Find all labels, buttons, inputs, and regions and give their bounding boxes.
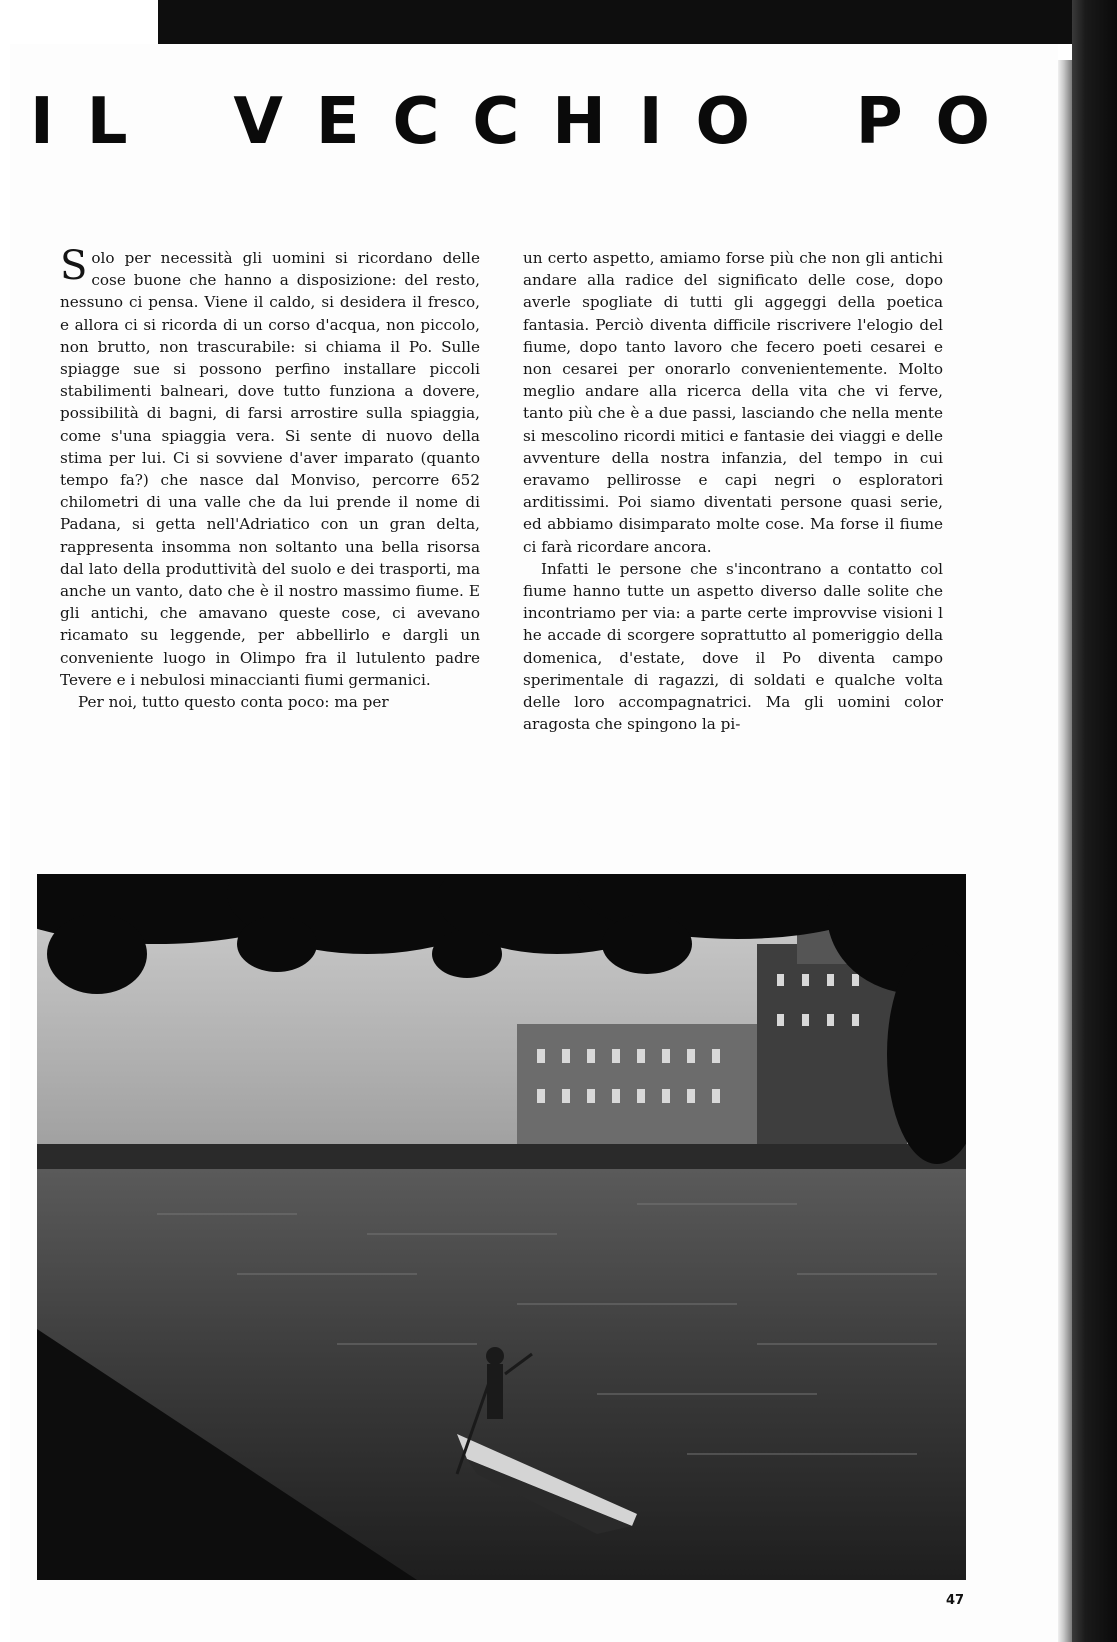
scan-edge-top (158, 0, 1117, 44)
drop-cap: S (60, 243, 88, 289)
title-letter: V (233, 85, 283, 159)
article-paragraph: Per noi, tutto questo conta poco: ma per (78, 693, 389, 712)
title-letter: C (472, 85, 520, 159)
title-letter: I (30, 85, 54, 159)
page-fold-shadow (1058, 60, 1072, 1642)
river-photograph (37, 874, 966, 1580)
article-title (30, 85, 990, 159)
scan-edge-right (1072, 0, 1117, 1642)
article-column-right (523, 247, 943, 735)
title-letter: E (315, 85, 360, 159)
title-word-gap (783, 85, 823, 159)
article-paragraph (60, 243, 480, 691)
article-paragraph: Infatti le persone che s'incontrano a contatto col fiume hanno tutte un aspetto diverso dalle solite che incontriamo per via: a parte certe improvvise visioni l he accade di scorgere soprattutto al pomeriggio della domenica, d'estate, dove il Po diventa campo sperimentale di ragazzi, di soldati e qualche volta delle loro accompagnatrici. Ma gli uomini color aragosta che spingono la pi- (523, 559, 943, 734)
paragraph-text: olo per necessità gli uomini si ricordano delle cose buone che hanno a disposizione: del resto, nessuno ci pensa. Viene il caldo, si desidera il fresco, e allora ci si ricorda di un corso d'acqua, non piccolo, non brutto, non trascurabile: si chiama il Po. Sulle spiagge sue si possono perfino installare piccoli stabilimenti balneari, dove tutto funziona a dovere, possibilità di bagni, di farsi arrostire sulla spiaggia, come s'una spiaggia vera. Si sente di nuovo della stima per lui. Ci si sovviene d'aver imparato (quanto tempo fa?) che nasce dal Monviso, percorre 652 chilometri di una valle che da lui prende il nome di Padana, si getta nell'Adriatico con un gran delta, rappresenta insomma non soltanto una bella risorsa dal lato della produttività del suolo e dei trasporti, ma anche un vanto, dato che è il nostro massimo fiume. E gli antichi, che amavano queste cose, ci avevano ricamato su leggende, per abbellirlo e dargli un conveniente luogo in Olimpo fra il lutulento padre Tevere e i nebulosi minaccianti fiumi germanici. (60, 249, 480, 689)
title-letter: I (638, 85, 663, 159)
title-letter: H (552, 85, 606, 159)
article-paragraph: un certo aspetto, amiamo forse più che non gli antichi andare alla radice del significato delle cose, dopo averle spogliate di tutti gli aggeggi della poetica fantasia. Perciò diventa difficile riscrivere l'elogio del fiume, dopo tanto lavoro che fecero poeti cesarei e non cesarei per onorarlo convenientemente. Molto meglio andare alla ricerca della vita che vi ferve, tanto più che è a due passi, lasciando che nella mente si mescolino ricordi mitici e fantasie dei viaggi e delle avventure della nostra infanzia, del tempo in cui eravamo pellirosse e capi negri o esploratori arditissimi. Poi siamo diventati persone quasi serie, ed abbiamo disimparato molte cose. Ma forse il fiume ci farà ricordare ancora. (523, 249, 943, 556)
title-letter: C (392, 85, 440, 159)
river-scene-illustration (37, 874, 966, 1580)
title-letter: L (86, 85, 128, 159)
title-letter: O (935, 85, 990, 159)
page-number: 47 (946, 1593, 965, 1608)
article-column-left (60, 243, 480, 713)
title-word-gap (160, 85, 200, 159)
title-letter: P (855, 85, 903, 159)
scan-margin-top-left (0, 0, 158, 44)
title-letter: O (695, 85, 750, 159)
